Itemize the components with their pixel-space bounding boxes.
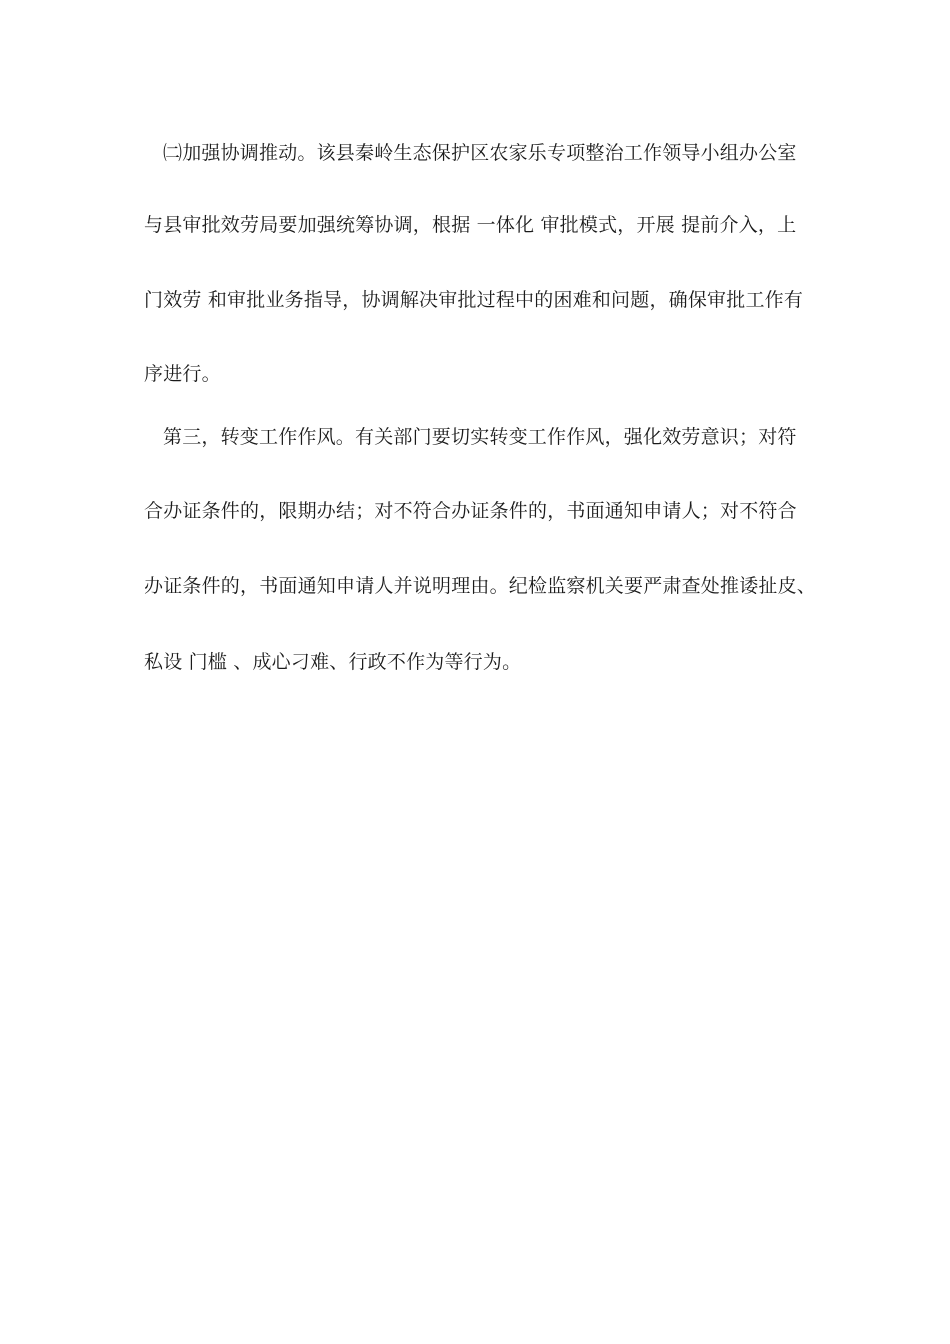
- paragraph-1-line-3: 门效劳 和审批业务指导，协调解决审批过程中的困难和问题，确保审批工作有: [144, 289, 804, 311]
- paragraph-2-line-4: 私设 门槛 、成心刁难、行政不作为等行为。: [144, 651, 522, 673]
- paragraph-2-line-2: 合办证条件的，限期办结；对不符合办证条件的，书面通知申请人；对不符合: [144, 500, 797, 522]
- paragraph-2-line-1: 第三，转变工作作风。有关部门要切实转变工作作风，强化效劳意识；对符: [163, 426, 797, 448]
- paragraph-1-line-2: 与县审批效劳局要加强统筹协调，根据 一体化 审批模式，开展 提前介入，上: [144, 214, 797, 236]
- paragraph-2-line-3: 办证条件的，书面通知申请人并说明理由。纪检监察机关要严肃查处推诿扯皮、: [144, 575, 817, 597]
- paragraph-1-line-1: ㈡加强协调推动。该县秦岭生态保护区农家乐专项整治工作领导小组办公室: [163, 142, 797, 164]
- paragraph-1-line-4: 序进行。: [144, 363, 221, 385]
